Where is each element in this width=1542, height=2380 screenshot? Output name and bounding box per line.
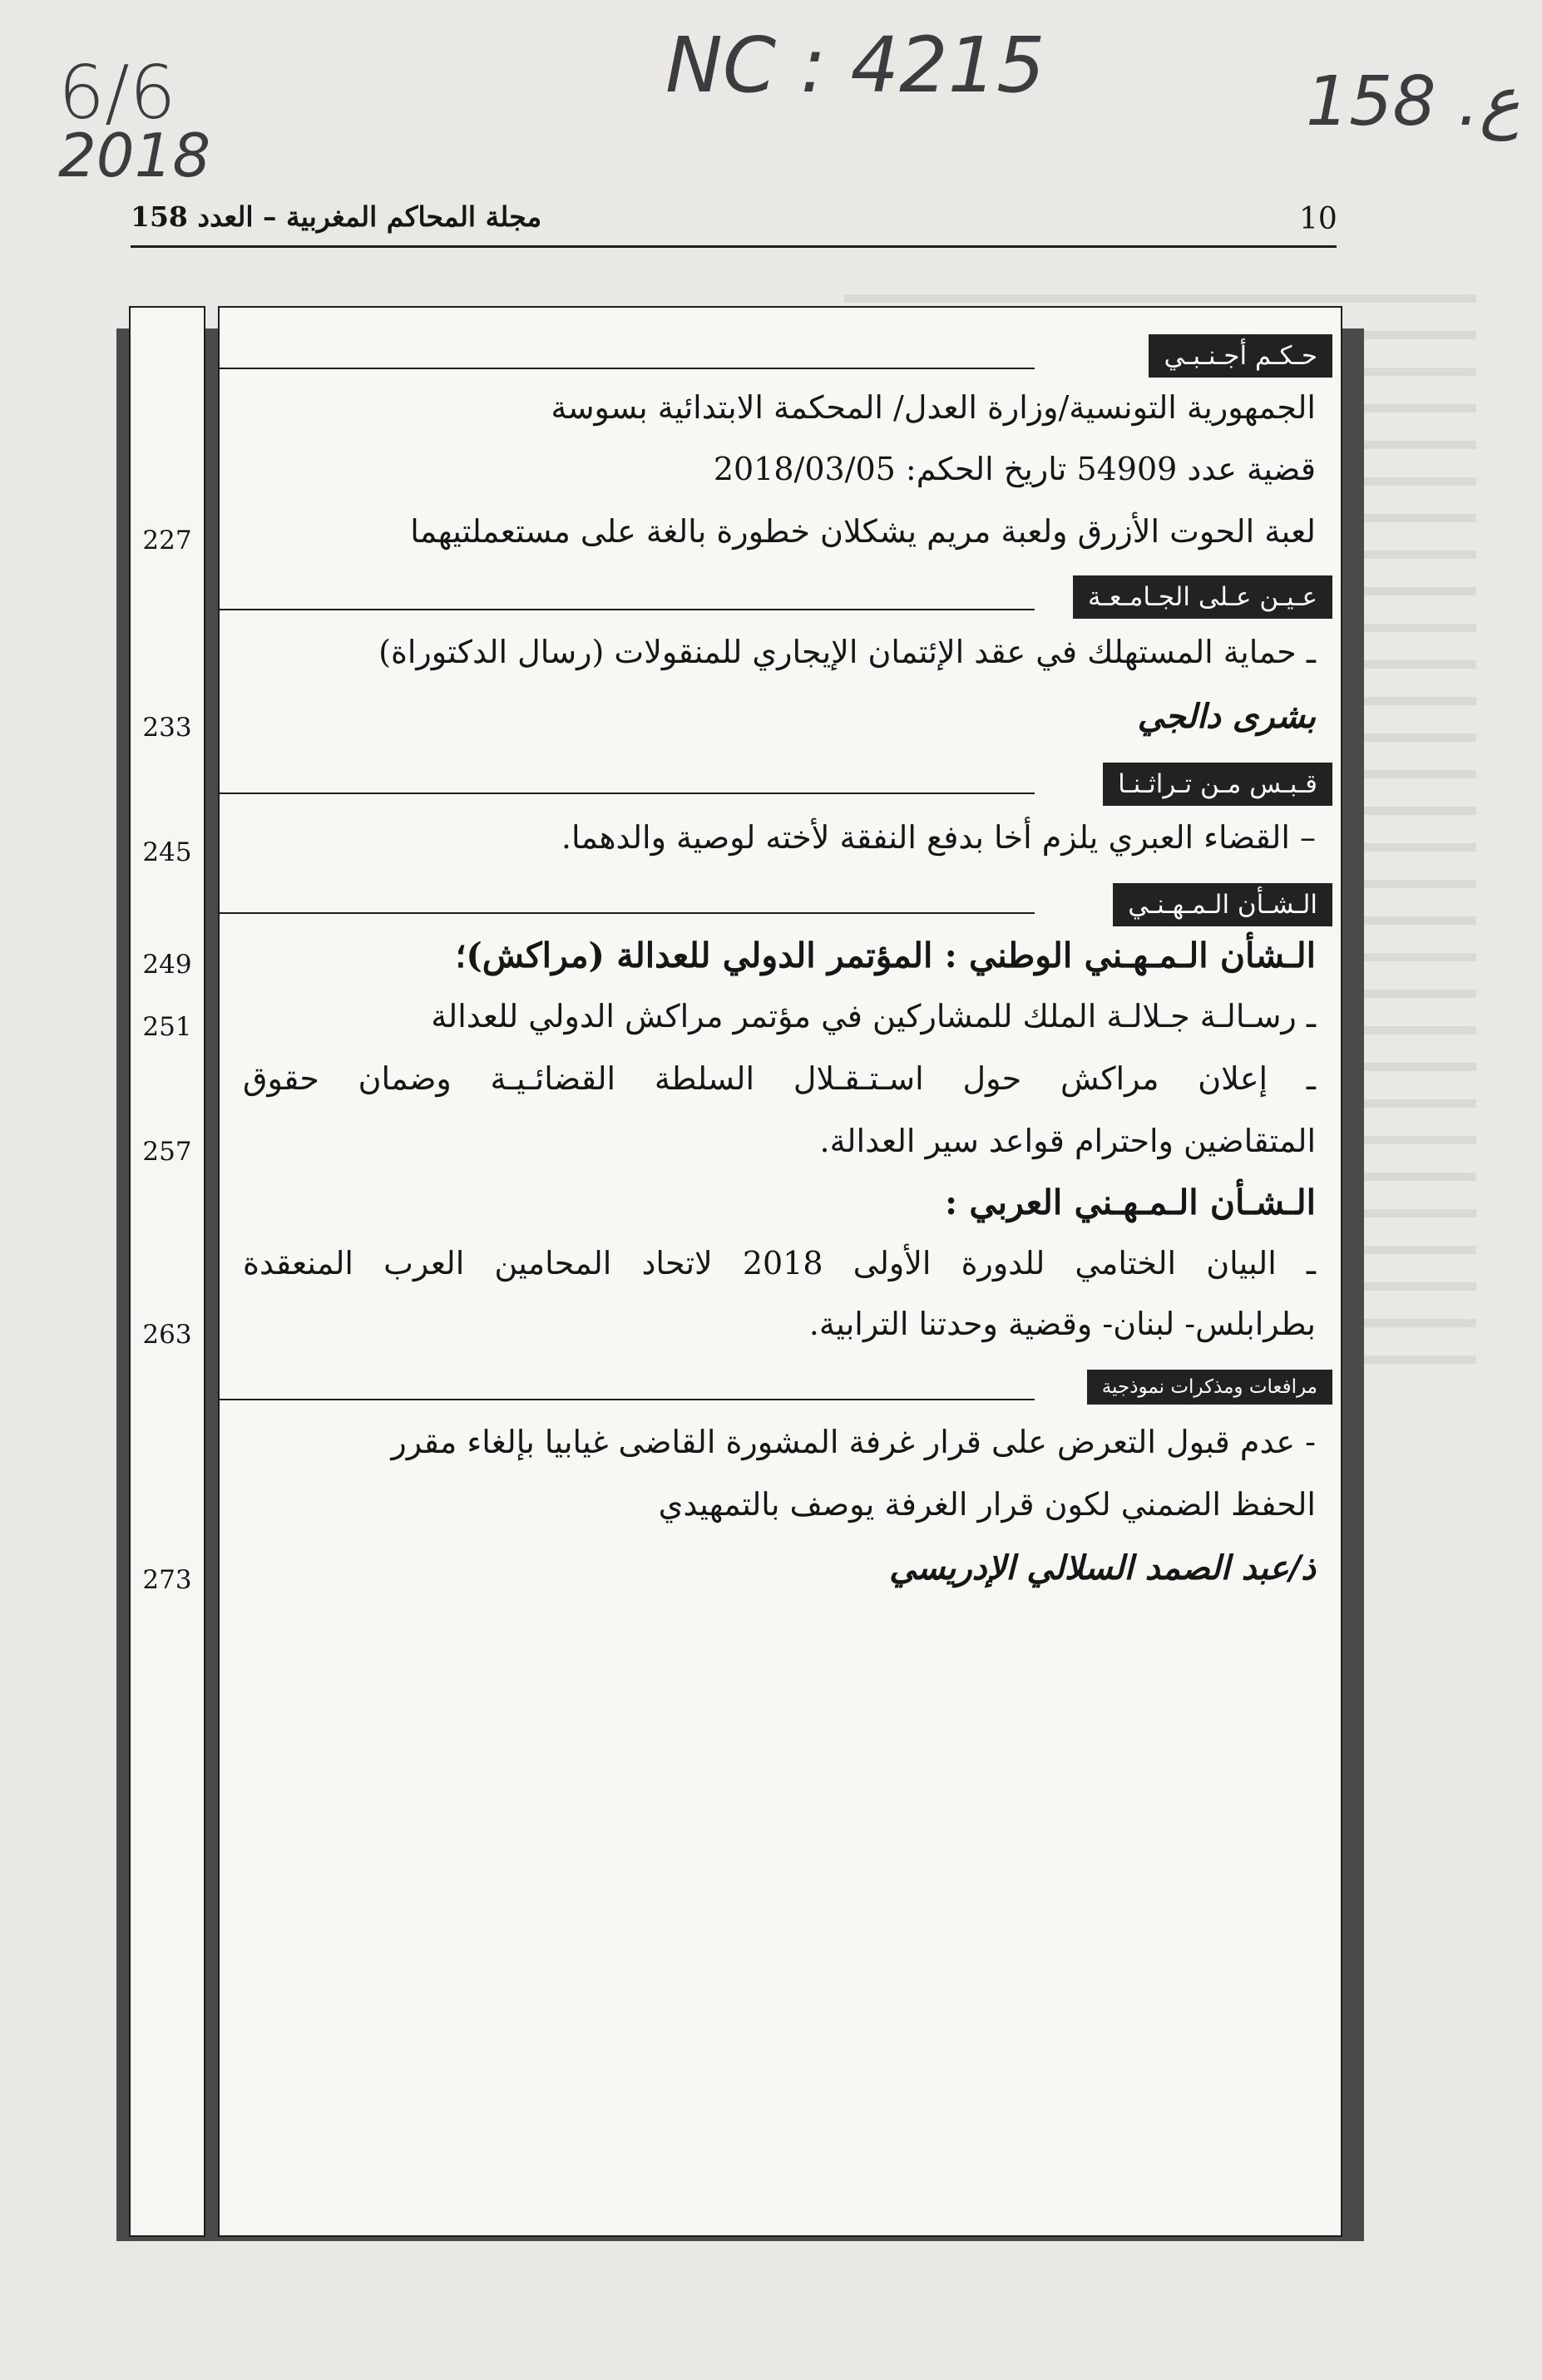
toc-page-number: 245 bbox=[142, 837, 192, 867]
entry-line: - عدم قبول التعرض على قرار غرفة المشورة القاضى غيابيا بإلغاء مقرر bbox=[391, 1424, 1316, 1460]
running-head bbox=[131, 195, 1337, 248]
handwritten-date: 6/6 bbox=[58, 50, 176, 136]
entry-author: ذ/عبد الصمد السلالي الإدريسي bbox=[889, 1548, 1316, 1587]
entry-line: ـ رسـالـة جـلالـة الملك للمشاركين في مؤتمر مراكش الدولي للعدالة bbox=[431, 998, 1316, 1034]
section-rule bbox=[220, 609, 1035, 610]
section-tag-university: عـيـن عـلى الجـامـعـة bbox=[1073, 575, 1332, 619]
entry-line: بطرابلس- لبنان- وقضية وحدتنا الترابية. bbox=[808, 1306, 1316, 1342]
entry-line: الحفظ الضمني لكون قرار الغرفة يوصف بالتمهيدي bbox=[658, 1486, 1316, 1523]
entry-line: لعبة الحوت الأزرق ولعبة مريم يشكلان خطورة بالغة على مستعملتيهما bbox=[410, 513, 1316, 550]
entry-line: الجمهورية التونسية/وزارة العدل/ المحكمة الابتدائية بسوسة bbox=[551, 389, 1316, 426]
entry-subheading: الـشأن الـمـهـني الوطني : المؤتمر الدولي للعدالة (مراكش)؛ bbox=[455, 936, 1316, 975]
handwritten-year: 2018 bbox=[58, 121, 211, 190]
section-rule bbox=[220, 793, 1035, 794]
entry-author: بشرى دالجي bbox=[1137, 697, 1316, 736]
handwritten-nc-number: NC : 4215 bbox=[665, 21, 1045, 110]
section-rule bbox=[220, 912, 1035, 914]
section-tag-model-pleadings: مرافعات ومذكرات نموذجية bbox=[1087, 1370, 1332, 1405]
section-tag-professional-affairs: الـشـأن الـمـهـنـي bbox=[1113, 883, 1332, 926]
toc-page-number: 257 bbox=[142, 1137, 192, 1167]
section-rule bbox=[220, 368, 1035, 369]
toc-page-number: 251 bbox=[142, 1012, 192, 1042]
entry-line: – القضاء العبري يلزم أخا بدفع النفقة لأخته لوصية والدهما. bbox=[561, 819, 1316, 856]
page-number-column bbox=[129, 306, 205, 2237]
journal-title: مجلة المحاكم المغربية – العدد 158 bbox=[131, 200, 542, 233]
toc-page-number: 249 bbox=[142, 950, 192, 980]
entry-line: ـ إعلان مراكش حول اسـتـقـلال السلطة القضائـيـة وضمان حقوق bbox=[243, 1060, 1316, 1097]
entry-line: قضية عدد 54909 تاريخ الحكم: 2018/03/05 bbox=[713, 451, 1316, 487]
entry-subheading: الـشـأن الـمـهـني العربي : bbox=[945, 1183, 1316, 1222]
entry-line: ـ حماية المستهلك في عقد الإئتمان الإيجاري للمنقولات (رسال الدكتوراة) bbox=[378, 634, 1316, 670]
toc-page-number: 227 bbox=[142, 526, 192, 555]
section-tag-foreign-judgment: حـكـم أجـنـبـي bbox=[1149, 334, 1332, 378]
section-tag-heritage: قـبـس مـن تـراثـنـا bbox=[1103, 763, 1332, 806]
entry-line: المتقاضين واحترام قواعد سير العدالة. bbox=[819, 1123, 1316, 1159]
page-number: 10 bbox=[1299, 202, 1337, 236]
toc-content-box bbox=[218, 306, 1342, 2237]
toc-page-number: 273 bbox=[142, 1565, 192, 1595]
handwritten-issue-code: 158 .ع bbox=[1306, 62, 1520, 141]
toc-page-number: 263 bbox=[142, 1320, 192, 1350]
section-rule bbox=[220, 1399, 1035, 1400]
toc-page-number: 233 bbox=[142, 713, 192, 743]
entry-line: ـ البيان الختامي للدورة الأولى 2018 لاتحاد المحامين العرب المنعقدة bbox=[243, 1245, 1316, 1281]
